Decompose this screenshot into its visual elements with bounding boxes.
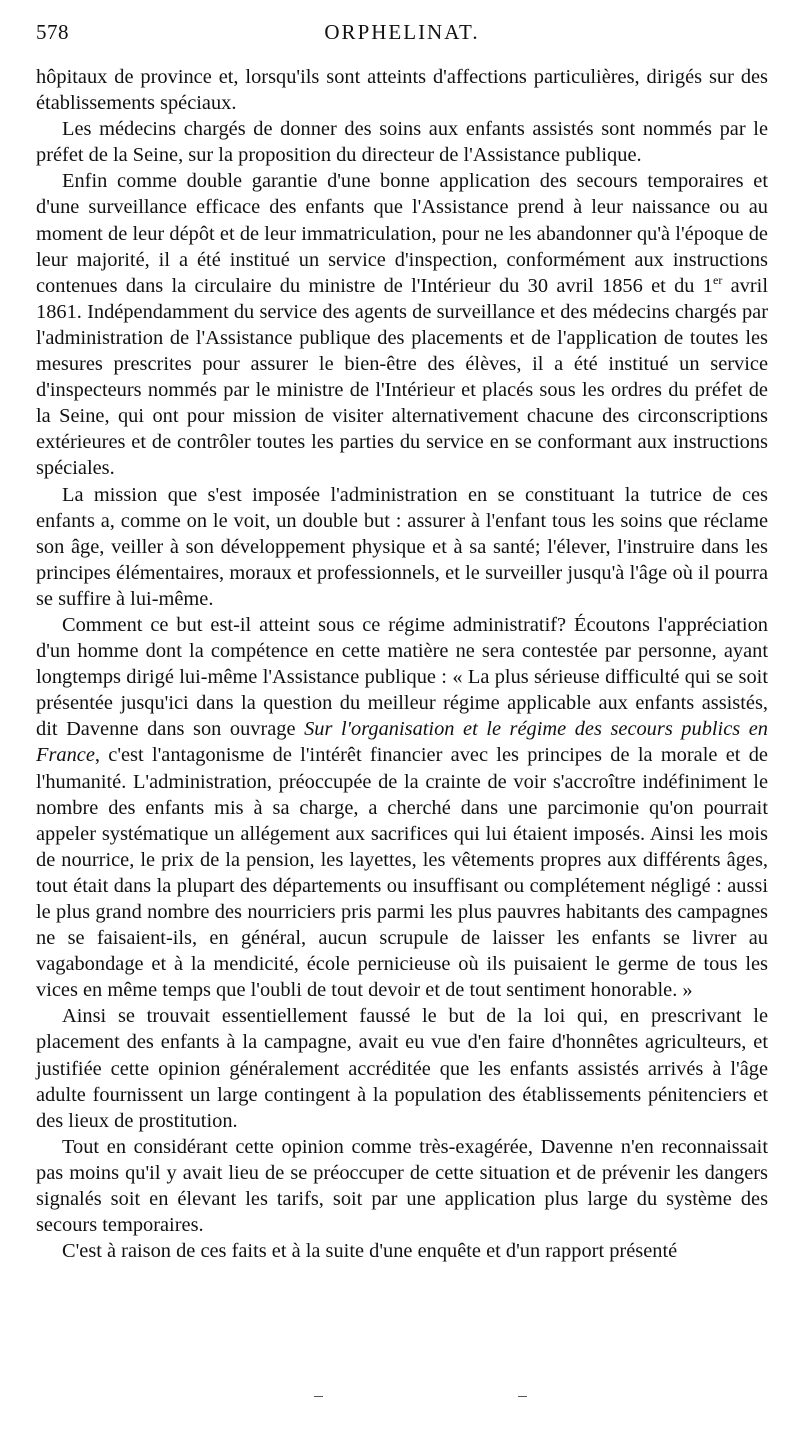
paragraph-5-part-b: , c'est l'antagonisme de l'intérêt financier avec les principes de la morale et de l'humanité. L'administration, préoccupée de la crainte de voir s'accroître indéfiniment le nombre des enfants mis à sa charge, a cherché dans une parcimonie qu'on pourrait appeler systématique un allégement aux sacrifices qui lui étaient imposés. Ainsi les mois de nourrice, le prix de la pension, les layettes, les vêtements propres aux différents âges, tout était dans la plupart des départements ou insuffisant ou complétement négligé : aussi le plus grand nombre des nourriciers pris parmi les plus pauvres habitants des campagnes ne se faisaient-ils, en général, aucun scrupule de laisser les enfants se livrer au vagabondage et à la mendicité, école pernicieuse où ils puisaient le germe de tous les vices en même temps que l'oubli de tout devoir et de tout sentiment honorable. » bbox=[36, 744, 768, 1002]
paragraph-3-part-a: Enfin comme double garantie d'une bonne application des secours temporaires et d'une surveillance efficace des enfants que l'Assistance prend à leur naissance ou au moment de leur dépôt et de leur immatriculation, pour ne les abandonner qu'à l'époque de leur majorité, il a été institué un service d'inspection, conformément aux instructions contenues dans la circulaire du ministre de l'Intérieur du 30 avril 1856 et du 1 bbox=[36, 170, 768, 297]
paragraph-5 bbox=[36, 612, 768, 1003]
paragraph-2: Les médecins chargés de donner des soins aux enfants assistés sont nommés par le préfet de la Seine, sur la proposition du directeur de l'Assistance publique. bbox=[36, 118, 768, 167]
running-title: ORPHELINAT. bbox=[324, 20, 480, 44]
paragraph-3 bbox=[36, 168, 768, 481]
paragraph-7: Tout en considérant cette opinion comme très-exagérée, Davenne n'en reconnaissait pas moins qu'il y avait lieu de se préoccuper de cette situation et de prévenir les dangers signalés soit en élevant les tarifs, soit par une application plus large du système des secours temporaires. bbox=[36, 1135, 768, 1237]
paragraph-3-part-b: avril 1861. Indépendamment du service des agents de surveillance et des médecins chargés par l'administration de l'Assistance publique des placements et de l'application de toutes les mesures prescrites pour assurer le bien-être des élèves, il a été institué un service d'inspecteurs nommés par le ministre de l'Intérieur et placés sous les ordres du préfet de la Seine, qui ont pour mission de visiter alternativement chacune des circonscriptions extérieures et de contrôler toutes les parties du service en se conformant aux instructions spéciales. bbox=[36, 274, 768, 480]
page-number: 578 bbox=[36, 20, 69, 44]
paragraph-8: C'est à raison de ces faits et à la suite d'une enquête et d'un rapport présenté bbox=[62, 1240, 678, 1263]
footer-dash-right bbox=[518, 1396, 527, 1397]
footer-dash-left bbox=[314, 1396, 323, 1397]
superscript-er: er bbox=[713, 272, 723, 287]
footer-marks bbox=[0, 1388, 800, 1408]
body-text bbox=[36, 64, 768, 1264]
paragraph-6: Ainsi se trouvait essentiellement faussé le but de la loi qui, en prescrivant le placement des enfants à la campagne, avait eu vue d'en faire d'honnêtes agriculteurs, et justifiée cette opinion généralement accréditée que les enfants assistés arrivés à l'âge adulte fournissent un large contingent à la population des établissements pénitenciers et des lieux de prostitution. bbox=[36, 1005, 768, 1132]
paragraph-5-part-a: Comment ce but est-il atteint sous ce régime administratif? Écoutons l'appréciation d'un homme dont la compétence en cette matière ne sera contestée par personne, ayant longtemps dirigé lui-même l'Assistance publique : « La plus sérieuse difficulté qui se soit présentée jusqu'ici dans la question du meilleur régime applicable aux enfants assistés, dit Davenne dans son ouvrage bbox=[36, 613, 768, 741]
paragraph-4: La mission que s'est imposée l'administration en se constituant la tutrice de ces enfants a, comme on le voit, un double but : assurer à l'enfant tous les soins que réclame son âge, veiller à son développement physique et à sa santé; l'élever, l'instruire dans les principes élémentaires, moraux et professionnels, et le surveiller jusqu'à l'âge où il pourra se suffire à lui-même. bbox=[36, 483, 768, 610]
page-header bbox=[36, 14, 768, 54]
paragraph-1: hôpitaux de province et, lorsqu'ils sont atteints d'affections particulières, dirigés sur des établissements spéciaux. bbox=[36, 66, 768, 115]
book-title-italic: Sur l'organisation et le régime des secours publics en France bbox=[36, 718, 768, 767]
